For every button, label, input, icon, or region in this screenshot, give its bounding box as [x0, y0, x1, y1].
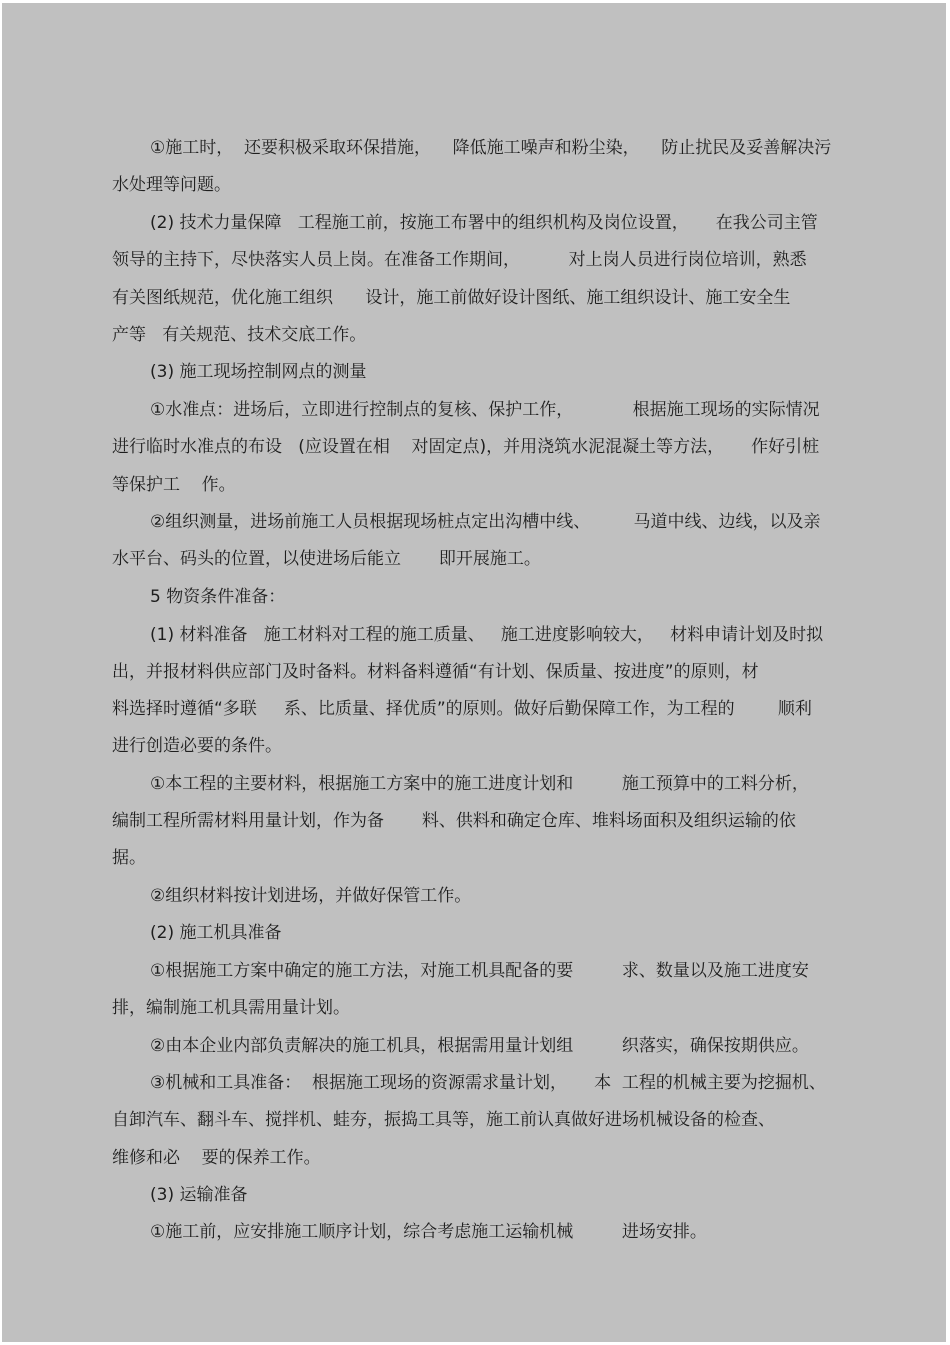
text-line: 产等 有关规范、技术交底工作。	[112, 325, 367, 345]
text-line: 有关图纸规范，优化施工组织 设计，施工前做好设计图纸、施工组织设计、施工安全生	[112, 288, 791, 308]
text-line: ②组织测量，进场前施工人员根据现场桩点定出沟槽中线、 马道中线、边线，以及亲	[150, 512, 821, 532]
section-heading: (3) 运输准备	[150, 1185, 248, 1205]
text-line: 出，并报材料供应部门及时备料。材料备料遵循“有计划、保质量、按进度”的原则，材	[112, 662, 759, 682]
text-line: ①施工时， 还要积极采取环保措施， 降低施工噪声和粉尘染， 防止扰民及妥善解决污	[150, 138, 832, 158]
text-line: 编制工程所需材料用量计划，作为备 料、供料和确定仓库、堆料场面积及组织运输的依	[112, 811, 796, 831]
text-line: 进行创造必要的条件。	[112, 736, 282, 756]
text-line: ①本工程的主要材料，根据施工方案中的施工进度计划和 施工预算中的工料分析，	[150, 774, 809, 794]
text-line: 进行临时水准点的布设 (应设置在相 对固定点)，并用浇筑水泥混凝土等方法， 作好引桩	[112, 437, 820, 457]
text-line: ①根据施工方案中确定的施工方法，对施工机具配备的要 求、数量以及施工进度安	[150, 961, 809, 981]
text-line: 领导的主持下，尽快落实人员上岗。在准备工作期间， 对上岗人员进行岗位培训，熟悉	[112, 250, 807, 270]
text-line: 料选择时遵循“多联 系、比质量、择优质”的原则。做好后勤保障工作，为工程的 顺利	[112, 699, 812, 719]
text-line: ③机械和工具准备： 根据施工现场的资源需求量计划， 本 工程的机械主要为挖掘机、	[150, 1073, 826, 1093]
text-line: (1) 材料准备 施工材料对工程的施工质量、 施工进度影响较大， 材料申请计划及时拟	[150, 625, 824, 645]
text-line: ①施工前，应安排施工顺序计划，综合考虑施工运输机械 进场安排。	[150, 1222, 707, 1242]
text-line: ②组织材料按计划进场，并做好保管工作。	[150, 886, 472, 906]
text-line: ①水准点：进场后，立即进行控制点的复核、保护工作， 根据施工现场的实际情况	[150, 400, 820, 420]
text-line: 水平台、码头的位置，以使进场后能立 即开展施工。	[112, 549, 541, 569]
section-heading: (2) 施工机具准备	[150, 923, 282, 943]
section-heading: 5 物资条件准备：	[150, 587, 286, 607]
text-line: 据。	[112, 848, 146, 868]
text-line: 排，编制施工机具需用量计划。	[112, 998, 350, 1018]
text-line: (2) 技术力量保障 工程施工前，按施工布署中的组织机构及岗位设置， 在我公司主管	[150, 213, 818, 233]
text-line: 水处理等问题。	[112, 175, 231, 195]
text-line: 自卸汽车、翻斗车、搅拌机、蛙夯，振捣工具等，施工前认真做好进场机械设备的检查、	[112, 1110, 775, 1130]
section-heading: (3) 施工现场控制网点的测量	[150, 362, 367, 382]
text-line: 维修和必 要的保养工作。	[112, 1148, 321, 1168]
text-line: 等保护工 作。	[112, 475, 236, 495]
text-line: ②由本企业内部负责解决的施工机具，根据需用量计划组 织落实，确保按期供应。	[150, 1036, 809, 1056]
